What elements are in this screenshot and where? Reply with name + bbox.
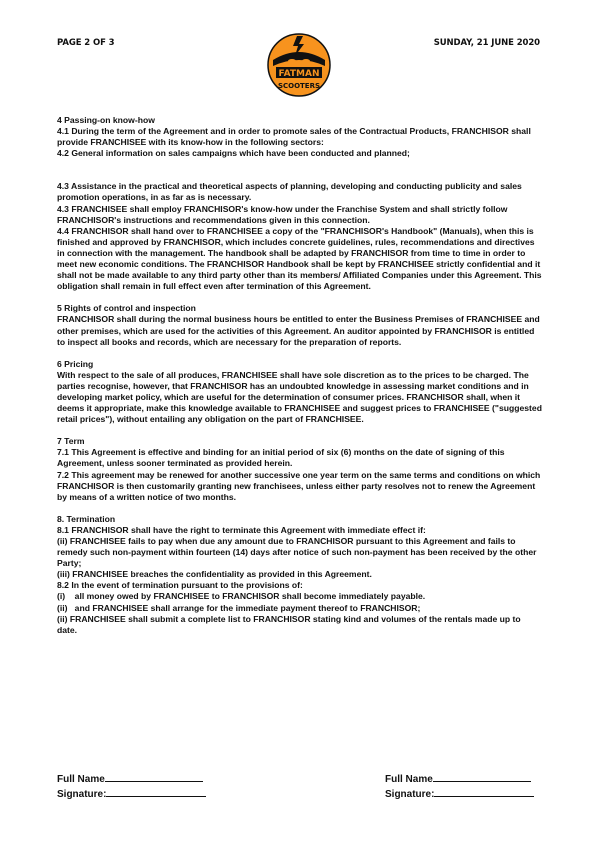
clause: 7.2 This agreement may be renewed for another successive one year term on the same terms and conditions on which FRANCHISOR is then customarily granting new franchisees, unless either party resolves not to renew the Agreement by means of a written notice of two months. (57, 469, 541, 502)
logo-text-fatman: FATMAN (278, 69, 320, 79)
full-name-label: Full Name (57, 774, 105, 785)
fatman-scooters-logo (267, 30, 331, 100)
agreement-body (57, 115, 543, 636)
franchisor-signature-block (57, 772, 206, 802)
clause: FRANCHISOR shall during the normal business hours be entitled to enter the Business Premises of FRANCHISEE and other premises, which are used for the activities of this Agreement. An auditor appointed by FRANCHISOR is entitled to inspect all books and records, which are necessary for the preparation of reports. (57, 314, 540, 347)
section-heading: 8. Termination (57, 513, 116, 524)
clause: (ii) FRANCHISEE fails to pay when due any amount due to FRANCHISOR pursuant to this Agreement and fails to remedy such non-payment within fourteen (14) days after notice of such non-payment has been received by the other Party; (57, 536, 537, 569)
clause: 4.3 FRANCHISEE shall employ FRANCHISOR's know-how under the Franchise System and shall strictly follow FRANCHISOR's instructions and recommendations given in this connection. (57, 203, 508, 225)
clause: (ii) and FRANCHISEE shall arrange for the immediate payment thereof to FRANCHISOR; (57, 602, 421, 613)
section-heading: 5 Rights of control and inspection (57, 303, 196, 314)
clause: (ii) FRANCHISEE shall submit a complete list to FRANCHISOR stating kind and volumes of the rentals made up to date. (57, 613, 521, 635)
section-heading: 4 Passing-on know-how (57, 115, 155, 125)
section-heading: 6 Pricing (57, 358, 94, 369)
signature-line[interactable] (106, 787, 206, 797)
clause: 8.2 In the event of termination pursuant to the provisions of: (57, 580, 303, 591)
clause: 4.4 FRANCHISOR shall hand over to FRANCHISEE a copy of the "FRANCHISOR's Handbook" (Manuals), when this is finished and approved by FRANCHISOR, which includes concrete guidelines, rules, recommendations and directives in connection with the management. The handbook shall be adapted by FRANCHISOR from time to time in order to meet new economic conditions. The FRANCHISOR Handbook shall be kept by FRANCHISEE strictly confidential and it shall not be made available to any third party other than its members/ Affiliated Companies under this Agreement. This obligation shall remain in full effect even after termination of this Agreement. (57, 225, 542, 292)
page-number: PAGE 2 OF 3 (57, 38, 115, 48)
clause: 4.2 General information on sales campaigns which have been conducted and planned; (57, 148, 410, 159)
document-date: SUNDAY, 21 JUNE 2020 (433, 38, 540, 48)
signature-label: Signature: (57, 789, 107, 800)
logo-text-scooters: SCOOTERS (277, 82, 321, 90)
clause: 4.3 Assistance in the practical and theoretical aspects of planning, developing and conducting publicity and sales promotion operations, in as far as is necessary. (57, 181, 522, 203)
clause: 8.1 FRANCHISOR shall have the right to terminate this Agreement with immediate effect if: (57, 524, 426, 535)
clause: 7.1 This Agreement is effective and binding for an initial period of six (6) months on the date of signing of this Agreement, unless sooner terminated as provided herein. (57, 447, 505, 469)
franchisee-signature-block (385, 772, 534, 802)
clause: With respect to the sale of all produces, FRANCHISEE shall have sole discretion as to the prices to be charged. The parties recognise, however, that FRANCHISOR has an undoubted knowledge in assessing market conditions and in developing market policy, which are useful for the determination of consumer prices. FRANCHISOR shall, when it deems it appropriate, make this knowledge available to FRANCHISEE and suggest prices to FRANCHISEE ("suggested retail prices"), without entailing any obligation on the part of FRANCHISEE. (57, 369, 542, 425)
full-name-label: Full Name (385, 774, 433, 785)
signature-label: Signature: (385, 789, 435, 800)
clause: (iii) FRANCHISEE breaches the confidentiality as provided in this Agreement. (57, 569, 372, 580)
section-heading: 7 Term (57, 436, 85, 447)
full-name-line[interactable] (433, 772, 531, 782)
clause: (i) all money owed by FRANCHISEE to FRANCHISOR shall become immediately payable. (57, 591, 426, 602)
full-name-line[interactable] (105, 772, 203, 782)
clause: 4.1 During the term of the Agreement and in order to promote sales of the Contractual Products, FRANCHISOR shall provide FRANCHISEE with its know-how in the following sectors: (57, 126, 531, 148)
signature-line[interactable] (434, 787, 534, 797)
